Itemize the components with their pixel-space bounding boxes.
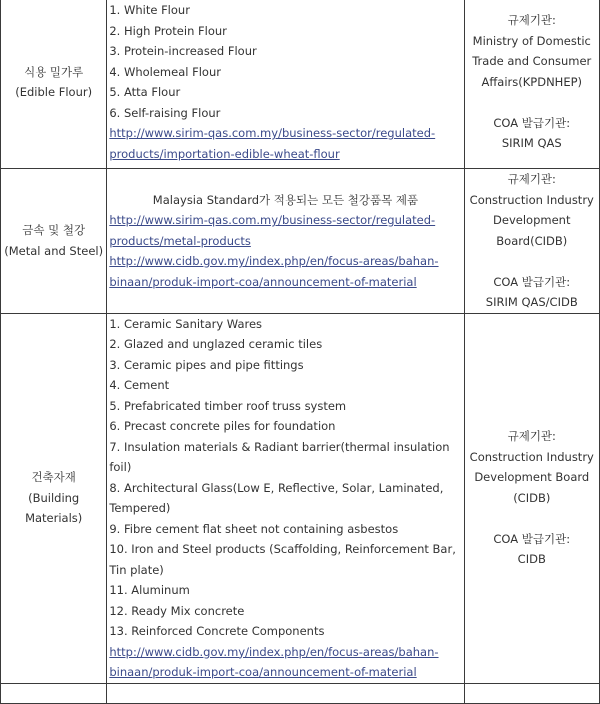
reference-link[interactable]: http://www.sirim-qas.com.my/business-sector/regulated- [109, 126, 436, 140]
regulator-name: Trade and Consumer [472, 54, 592, 69]
regulator-name: Development Board [474, 470, 590, 485]
list-item: 1. White Flour [109, 3, 190, 17]
category-cell [1, 313, 107, 683]
list-item: 4. Wholemeal Flour [109, 64, 221, 79]
list-item: 6. Precast concrete piles for foundation [109, 419, 336, 433]
list-item: 9. Fibre cement flat sheet not containing asbestos [109, 521, 399, 536]
reference-link[interactable]: http://www.cidb.gov.my/index.php/en/focus-areas/bahan- [109, 254, 439, 268]
regulator-label: 규제기관: [507, 429, 556, 444]
agency-cell [464, 313, 599, 683]
product-list-cell [107, 313, 464, 683]
regulator-name: Ministry of Domestic [472, 33, 591, 48]
scope-note: Malaysia Standard가 적용되는 모든 철강품목 제품 [152, 192, 419, 207]
list-item: 5. Prefabricated timber roof truss system [109, 398, 347, 413]
regulator-name: Construction Industry [469, 192, 594, 207]
category-korean: 식용 밀가루 [24, 64, 84, 79]
list-item: 11. Aluminum [109, 583, 190, 597]
regulator-label: 규제기관: [507, 172, 556, 186]
reference-link[interactable]: binaan/produk-import-coa/announcement-of-material [109, 274, 417, 289]
category-korean: 금속 및 철강 [22, 223, 86, 238]
list-item: 10. Iron and Steel products (Scaffolding, Reinforcement Bar, Tin plate) [109, 542, 456, 577]
category-english: (Edible Flour) [15, 85, 93, 99]
reference-link[interactable]: http://www.sirim-qas.com.my/business-sector/regulated- [109, 213, 436, 227]
agency-cell [464, 169, 599, 314]
list-item: 8. Architectural Glass(Low E, Reflective, Solar, Laminated, Tempered) [109, 480, 444, 515]
list-item: 7. Insulation materials & Radiant barrier(thermal insulation foil) [109, 439, 450, 474]
coa-issuer: SIRIM QAS/CIDB [485, 295, 578, 309]
category-english: (Building Materials) [25, 490, 83, 526]
category-cell [1, 683, 107, 703]
list-item: 2. Glazed and unglazed ceramic tiles [109, 337, 323, 351]
list-item: 6. Self-raising Flour [109, 105, 221, 120]
coa-issuer: CIDB [517, 552, 546, 567]
regulator-name: Construction Industry [469, 449, 594, 464]
coa-issuer: SIRIM QAS [501, 136, 562, 151]
agency-cell [464, 683, 599, 703]
table-row [1, 0, 600, 169]
category-korean: 건축자재 [31, 470, 76, 485]
list-item: 3. Ceramic pipes and pipe fittings [109, 357, 304, 372]
regulator-label: 규제기관: [507, 13, 556, 28]
list-item: 5. Atta Flour [109, 85, 181, 99]
list-item: 12. Ready Mix concrete [109, 603, 245, 618]
coa-label: COA 발급기관: [493, 274, 571, 289]
list-item: 3. Protein-increased Flour [109, 44, 257, 58]
category-cell [1, 0, 107, 169]
list-item: 2. High Protein Flour [109, 23, 227, 38]
coa-label: COA 발급기관: [493, 531, 571, 546]
coa-label: COA 발급기관: [493, 115, 571, 130]
agency-cell [464, 0, 599, 169]
product-list-cell [107, 169, 464, 314]
table-row-partial [1, 683, 600, 703]
product-list-cell [107, 0, 464, 169]
regulator-name: Development [493, 213, 571, 227]
regulator-name: Affairs(KPDNHEP) [481, 74, 583, 89]
reference-link[interactable]: products/importation-edible-wheat-flour [109, 146, 340, 161]
category-cell [1, 169, 107, 314]
list-item: 13. Reinforced Concrete Components [109, 624, 325, 638]
table-row [1, 313, 600, 683]
table-row [1, 169, 600, 314]
regulator-name: (CIDB) [513, 490, 551, 505]
list-item: 1. Ceramic Sanitary Wares [109, 316, 263, 331]
list-item: 4. Cement [109, 378, 170, 392]
product-list-cell [107, 683, 464, 703]
reference-link[interactable]: http://www.cidb.gov.my/index.php/en/focus-areas/bahan- [109, 644, 439, 659]
regulator-name: Board(CIDB) [496, 233, 568, 248]
reference-link[interactable]: products/metal-products [109, 233, 251, 248]
category-english: (Metal and Steel) [4, 243, 104, 258]
reference-link[interactable]: binaan/produk-import-coa/announcement-of-material [109, 665, 417, 679]
